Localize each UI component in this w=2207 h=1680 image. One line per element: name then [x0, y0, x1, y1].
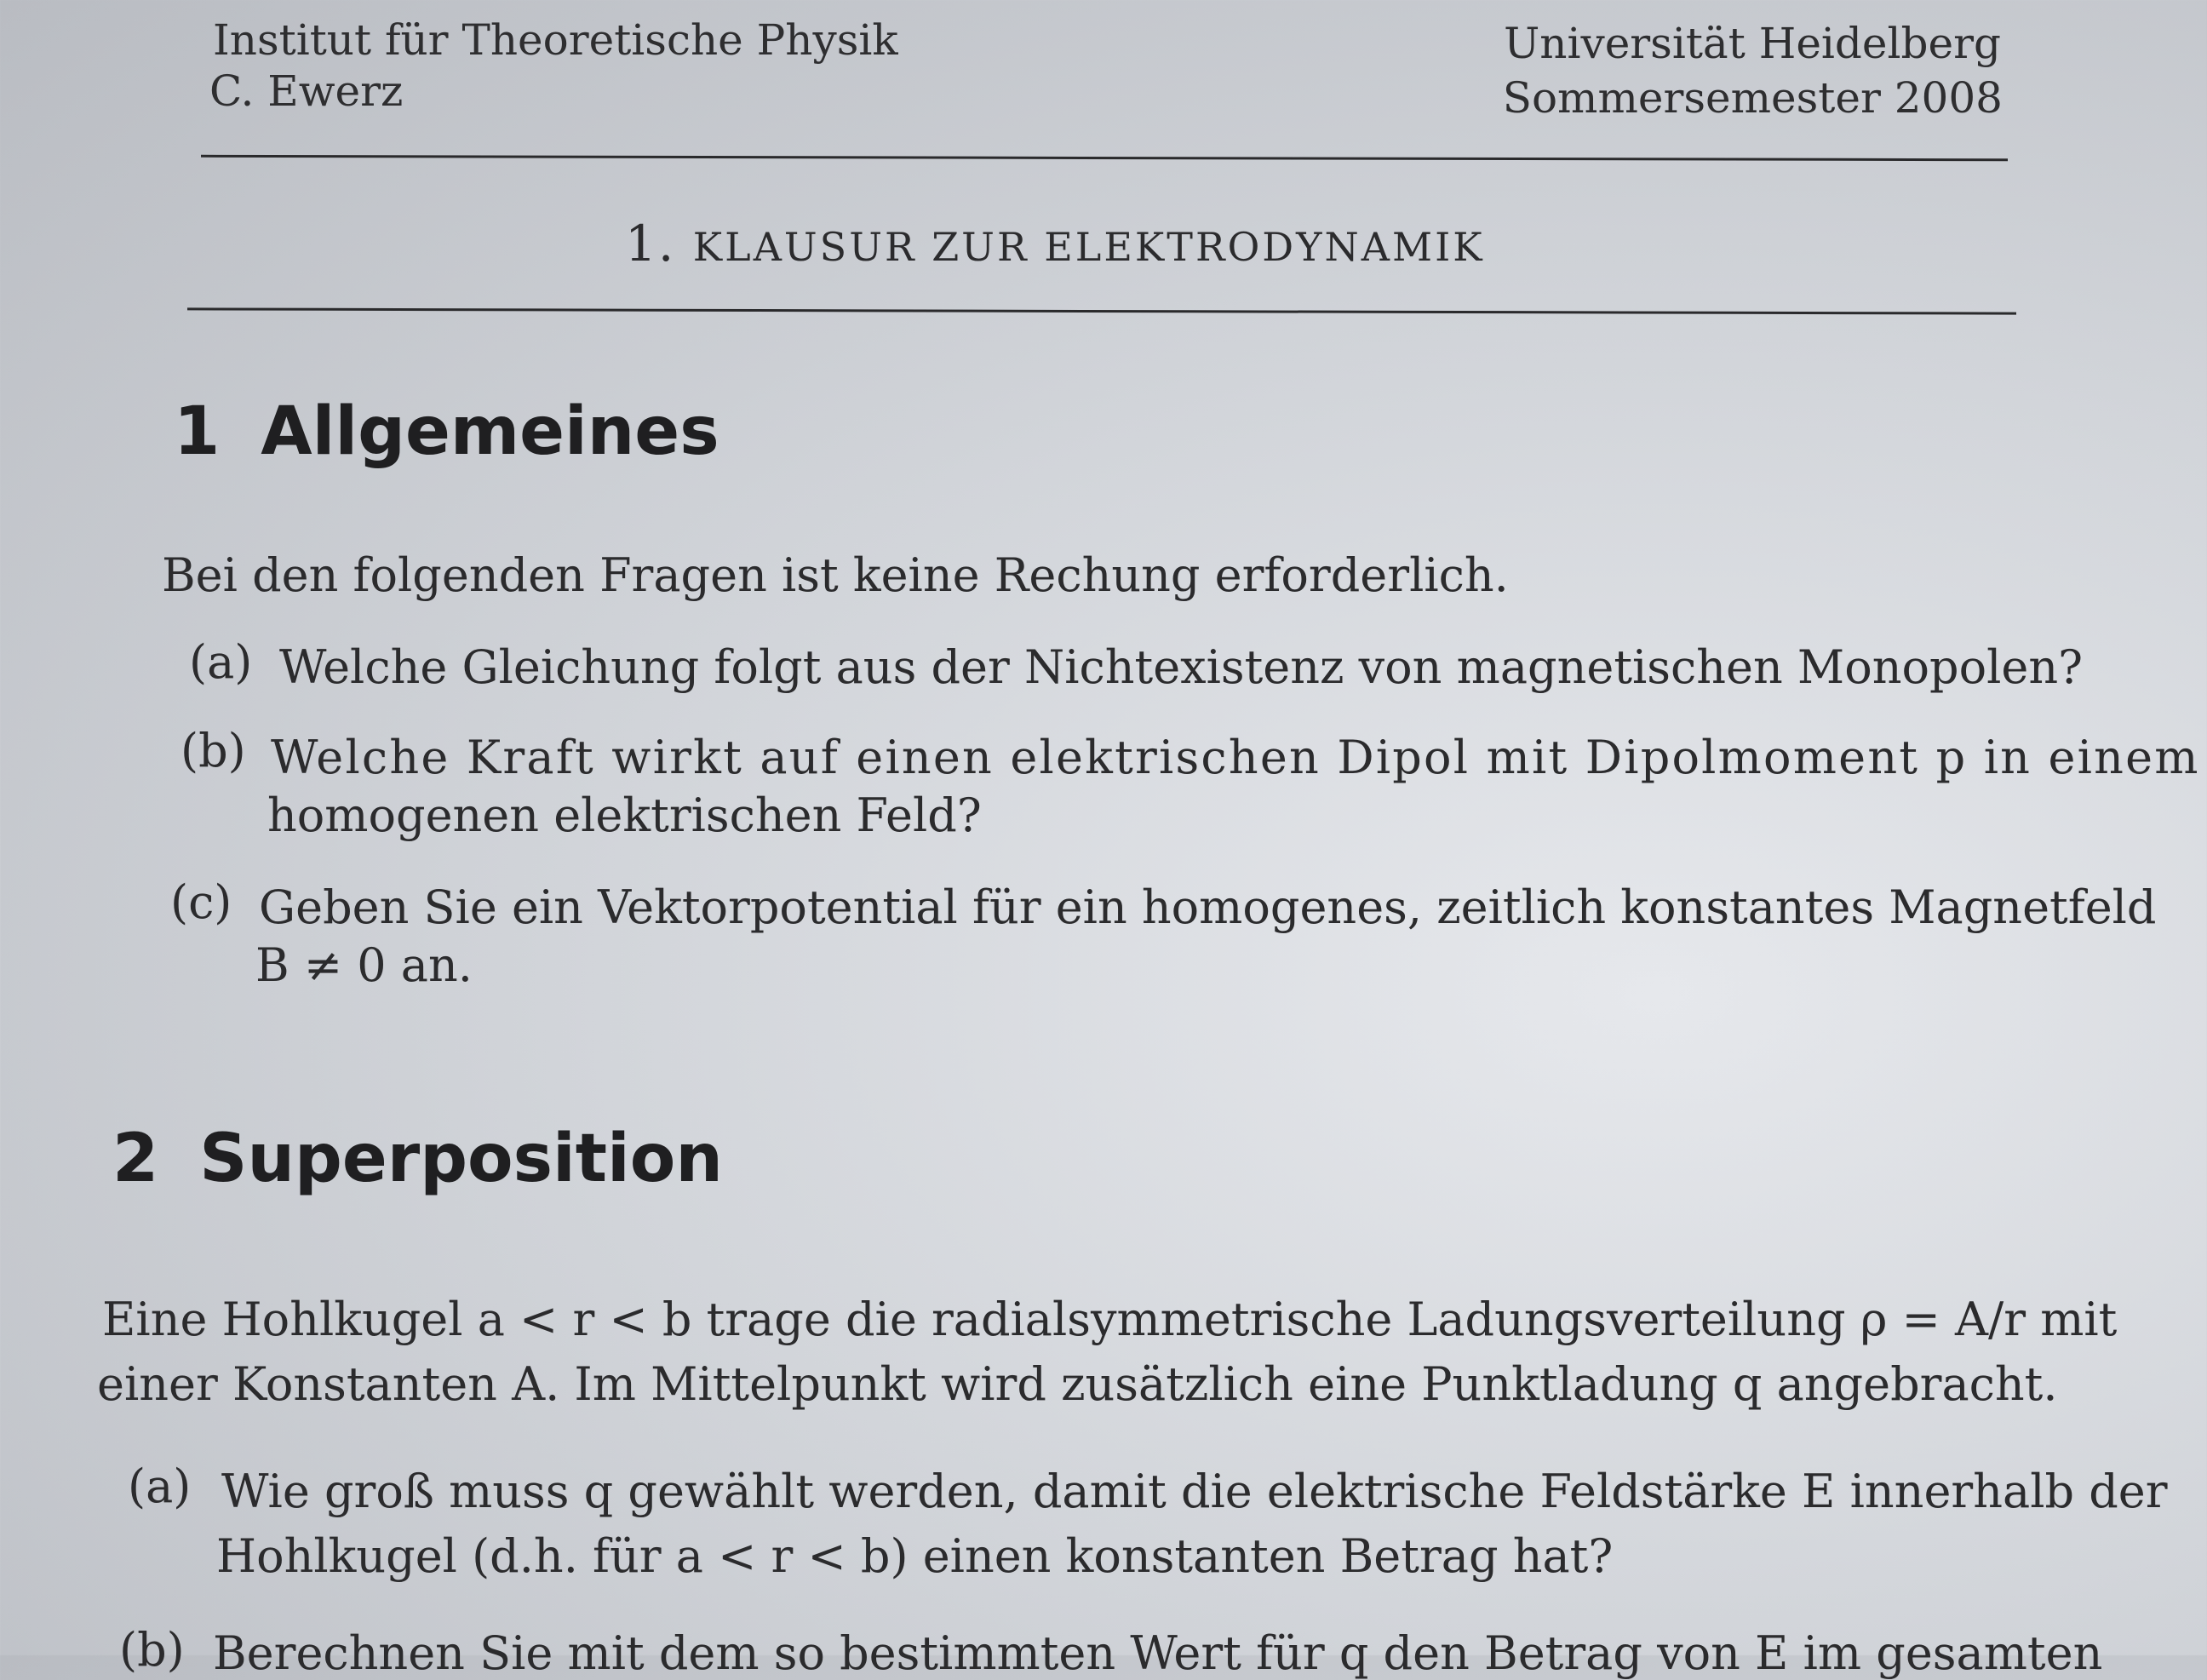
section-1-intro: Bei den folgenden Fragen ist keine Rechung erforderlich.	[162, 548, 1509, 602]
item-text: Welche Gleichung folgt aus der Nichtexistenz von magnetischen Monopolen?	[279, 640, 2084, 694]
section-2-number: 2	[112, 1121, 159, 1197]
item-label: (b)	[119, 1623, 185, 1677]
item-text-line1: Welche Kraft wirkt auf einen elektrischen Dipol mit Dipolmoment p in einem	[271, 731, 2200, 784]
item-text-line1: Berechnen Sie mit dem so bestimmten Wert für q den Betrag von E im gesamten	[213, 1626, 2103, 1680]
section-2-title: Superposition	[199, 1121, 723, 1197]
title-number: 1.	[625, 215, 676, 272]
item-text-line1: Geben Sie ein Vektorpotential für ein homogenes, zeitlich konstantes Magnetfeld	[259, 880, 2157, 934]
title-text: KLAUSUR ZUR ELEKTRODYNAMIK	[692, 224, 1485, 270]
item-label: (c)	[170, 875, 232, 929]
exam-title	[625, 215, 1485, 272]
section-2-intro-line1: Eine Hohlkugel a < r < b trage die radialsymmetrische Ladungsverteilung ρ = A/r mit	[102, 1293, 2118, 1346]
header-rule	[201, 155, 2008, 161]
item-text-line2: homogenen elektrischen Feld?	[267, 788, 982, 842]
item-label: (a)	[189, 635, 253, 689]
header-author: C. Ewerz	[209, 66, 404, 116]
item-label: (a)	[128, 1459, 192, 1513]
section-2-intro-line2: einer Konstanten A. Im Mittelpunkt wird zusätzlich eine Punktladung q angebracht.	[97, 1357, 2058, 1411]
section-1-title: Allgemeines	[261, 393, 719, 470]
header-university: Universität Heidelberg	[1504, 19, 2001, 68]
item-label: (b)	[181, 724, 246, 777]
header-semester: Sommersemester 2008	[1502, 73, 2003, 123]
section-2-heading	[112, 1121, 723, 1197]
section-1-number: 1	[174, 393, 221, 470]
item-text-line2: Hohlkugel (d.h. für a < r < b) einen konstanten Betrag hat?	[216, 1529, 1614, 1583]
item-text-line2: B ≠ 0 an.	[255, 938, 473, 992]
header-institute: Institut für Theoretische Physik	[213, 15, 898, 65]
section-1-heading	[174, 393, 719, 470]
title-rule	[187, 307, 2016, 314]
item-text-line1: Wie groß muss q gewählt werden, damit die elektrische Feldstärke E innerhalb der	[221, 1465, 2168, 1518]
